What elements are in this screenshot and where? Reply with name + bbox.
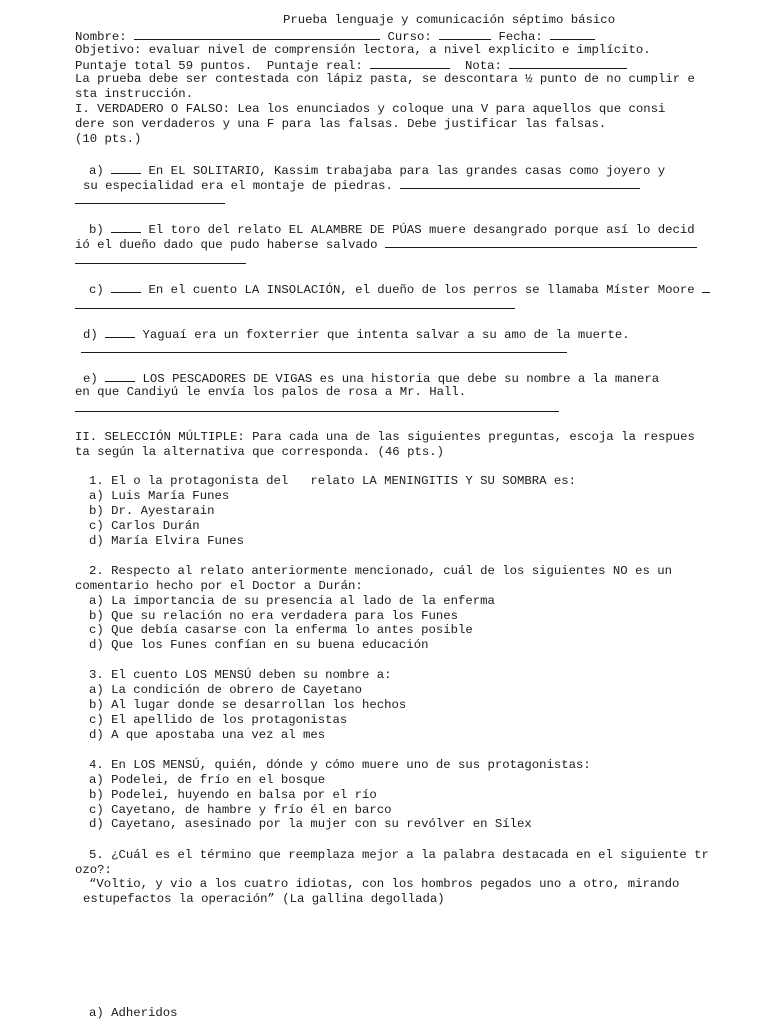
question-5-stem-cont: ozo?: — [75, 863, 112, 877]
justification-blank-b[interactable] — [385, 236, 697, 248]
question-5-option-a[interactable]: a) Adheridos — [89, 1006, 178, 1020]
question-3-option-d[interactable]: d) A que apostaba una vez al mes — [89, 728, 326, 742]
question-2-stem-cont: comentario hecho por el Doctor a Durán: — [75, 579, 363, 593]
item-letter: e) — [83, 372, 98, 386]
question-1-option-c[interactable]: c) Carlos Durán — [89, 519, 200, 533]
justification-blank-a[interactable] — [400, 177, 640, 189]
item-letter: d) — [83, 328, 98, 342]
section-2-heading-cont: ta según la alternativa que corresponda. (46 pts.) — [75, 445, 444, 459]
justification-blank-c[interactable] — [702, 281, 710, 293]
fecha-blank[interactable] — [550, 28, 595, 40]
question-4-stem: 4. En LOS MENSÚ, quién, dónde y cómo muere uno de sus protagonistas: — [89, 758, 591, 772]
fecha-label: Fecha: — [498, 30, 543, 44]
question-2-option-d[interactable]: d) Que los Funes confían en su buena educación — [89, 638, 429, 652]
item-text: LOS PESCADORES DE VIGAS es una historia que debe su nombre a la manera — [142, 372, 660, 386]
grade-blank[interactable] — [509, 57, 627, 69]
question-1-option-a[interactable]: a) Luis María Funes — [89, 489, 230, 503]
question-2-option-a[interactable]: a) La importancia de su presencia al lado de la enferma — [89, 594, 495, 608]
total-score: Puntaje total 59 puntos. — [75, 59, 253, 73]
tf-answer-blank-e[interactable] — [105, 370, 135, 382]
question-3-option-a[interactable]: a) La condición de obrero de Cayetano — [89, 683, 363, 697]
section-1-heading: I. VERDADERO O FALSO: Lea los enunciados y coloque una V para aquellos que consi — [75, 102, 666, 116]
instruction-line-1: La prueba debe ser contestada con lápiz pasta, se descontara ½ punto de no cumplir e — [75, 72, 695, 86]
section-2-heading: II. SELECCIÓN MÚLTIPLE: Para cada una de las siguientes preguntas, escoja la respues — [75, 430, 695, 444]
question-2-stem: 2. Respecto al relato anteriormente mencionado, cuál de los siguientes NO es un — [89, 564, 672, 578]
question-4-option-b[interactable]: b) Podelei, huyendo en balsa por el río — [89, 788, 377, 802]
question-5-quote: “Voltio, y vio a los cuatro idiotas, con los hombros pegados uno a otro, mirando — [89, 877, 680, 891]
item-text: El toro del relato EL ALAMBRE DE PÚAS muere desangrado porque así lo decid — [148, 223, 695, 237]
nombre-blank[interactable] — [134, 28, 380, 40]
nombre-label: Nombre: — [75, 30, 127, 44]
section-1-heading-cont: dere son verdaderos y una F para las falsas. Debe justificar las falsas. — [75, 117, 607, 131]
objective: Objetivo: evaluar nivel de comprensión lectora, a nivel explicito e implícito. — [75, 43, 651, 57]
question-1-stem: 1. El o la protagonista del relato LA MENINGITIS Y SU SOMBRA es: — [89, 474, 577, 488]
tf-item-e-cont: en que Candiyú le envía los palos de rosa a Mr. Hall. — [75, 385, 467, 399]
tf-answer-blank-b[interactable] — [111, 221, 141, 233]
justification-line-b[interactable] — [75, 263, 246, 264]
question-2-option-c[interactable]: c) Que debía casarse con la enferma lo antes posible — [89, 623, 473, 637]
question-3-option-b[interactable]: b) Al lugar donde se desarrollan los hechos — [89, 698, 407, 712]
item-text: En EL SOLITARIO, Kassim trabajaba para las grandes casas como joyero y — [148, 164, 666, 178]
grade-label: Nota: — [464, 59, 502, 73]
tf-item-c — [89, 281, 710, 298]
item-letter: a) — [89, 164, 104, 178]
instruction-line-2: sta instrucción. — [75, 87, 194, 101]
item-text: ió el dueño dado que pudo haberse salvado — [75, 238, 378, 252]
tf-item-d — [83, 326, 630, 343]
tf-item-a-cont — [83, 177, 640, 194]
item-text: su especialidad era el montaje de piedras. — [83, 179, 393, 193]
tf-item-b-cont — [75, 236, 697, 253]
justification-line-e[interactable] — [75, 411, 559, 412]
question-5-quote-cont: estupefactos la operación” (La gallina degollada) — [83, 892, 445, 906]
question-5-stem: 5. ¿Cuál es el término que reemplaza mejor a la palabra destacada en el siguiente tr — [89, 848, 709, 862]
item-letter: c) — [89, 283, 104, 297]
tf-answer-blank-d[interactable] — [105, 326, 135, 338]
question-1-option-d[interactable]: d) María Elvira Funes — [89, 534, 244, 548]
question-3-stem: 3. El cuento LOS MENSÚ deben su nombre a: — [89, 668, 392, 682]
item-letter: b) — [89, 223, 104, 237]
justification-line-c[interactable] — [75, 308, 515, 309]
real-score-label: Puntaje real: — [266, 59, 363, 73]
justification-line-a[interactable] — [75, 203, 225, 204]
question-2-option-b[interactable]: b) Que su relación no era verdadera para los Funes — [89, 609, 458, 623]
exam-title: Prueba lenguaje y comunicación séptimo básico — [283, 13, 616, 27]
item-text: En el cuento LA INSOLACIÓN, el dueño de los perros se llamaba Míster Moore — [148, 283, 695, 297]
curso-label: Curso: — [387, 30, 432, 44]
tf-answer-blank-a[interactable] — [111, 162, 141, 174]
question-1-option-b[interactable]: b) Dr. Ayestarain — [89, 504, 215, 518]
real-score-blank[interactable] — [370, 57, 450, 69]
question-3-option-c[interactable]: c) El apellido de los protagonistas — [89, 713, 348, 727]
question-4-option-c[interactable]: c) Cayetano, de hambre y frío él en barco — [89, 803, 392, 817]
curso-blank[interactable] — [439, 28, 491, 40]
question-4-option-a[interactable]: a) Podelei, de frío en el bosque — [89, 773, 326, 787]
item-text: Yaguaí era un foxterrier que intenta salvar a su amo de la muerte. — [142, 328, 630, 342]
question-4-option-d[interactable]: d) Cayetano, asesinado por la mujer con su revólver en Sílex — [89, 817, 532, 831]
justification-line-d[interactable] — [81, 352, 567, 353]
tf-answer-blank-c[interactable] — [111, 281, 141, 293]
section-1-points: (10 pts.) — [75, 132, 142, 146]
